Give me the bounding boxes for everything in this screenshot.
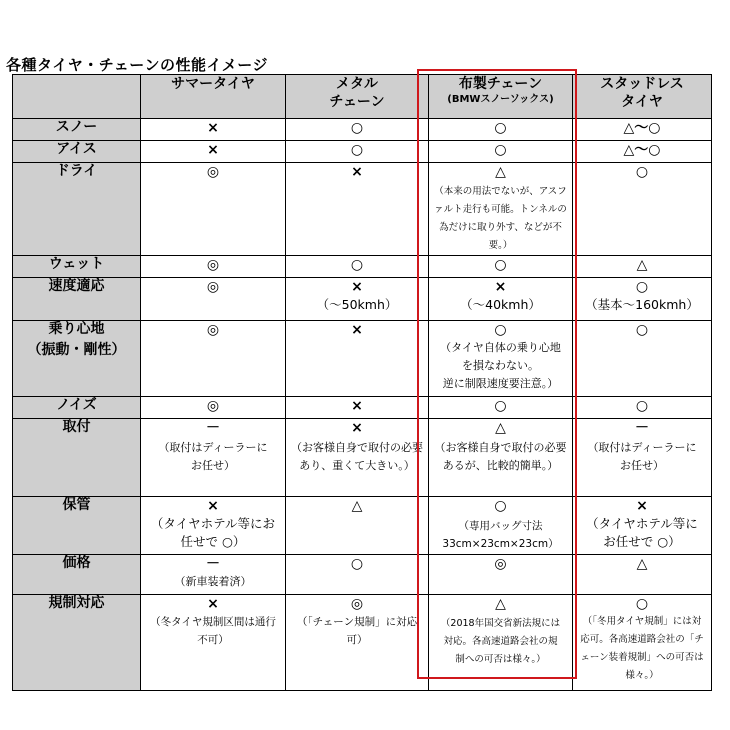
rating-symbol: △: [351, 498, 363, 514]
rating-symbol: ×: [207, 498, 219, 514]
row-label: [13, 321, 141, 397]
table-cell: [429, 497, 573, 555]
rating-symbol: ×: [207, 596, 219, 612]
table-cell: [141, 119, 286, 141]
cell-note: （本来の用法でないが、アスファルト走行も可能。トンネルの為だけに取り外す、などが不要。）: [434, 186, 567, 251]
rating-symbol: ◎: [206, 279, 220, 295]
table-cell: [141, 321, 286, 397]
rating-symbol: ○: [350, 120, 364, 136]
cell-note: （「冬用タイヤ規制」には対応可。各高速道路会社の「チェーン装着規制」への可否は様々。）: [580, 616, 704, 681]
column-header-summer-tire: [141, 75, 286, 119]
table-cell: [429, 256, 573, 278]
table-cell: [286, 397, 429, 419]
rating-symbol: ◎: [206, 322, 220, 338]
rating-symbol: ◎: [494, 556, 507, 572]
table-row: [13, 163, 712, 256]
cell-note: （～50kmh）: [316, 297, 398, 312]
rating-symbol: ×: [351, 322, 363, 338]
column-header-sublabel: (BMWスノーソックス): [447, 94, 554, 105]
rating-symbol: ○: [494, 120, 507, 136]
rating-symbol: ○: [635, 279, 649, 295]
column-header-metal-chain: [286, 75, 429, 119]
row-label: 価格: [13, 555, 141, 595]
row-label: ウェット: [13, 256, 141, 278]
page-title: 各種タイヤ・チェーンの性能イメージ: [6, 56, 269, 74]
row-label: ドライ: [13, 163, 141, 256]
rating-symbol: ×: [207, 120, 219, 136]
table-cell: [286, 256, 429, 278]
table-row: [13, 119, 712, 141]
table-cell: [286, 141, 429, 163]
rating-symbol: ×: [494, 279, 507, 295]
column-header-fabric-chain: [429, 75, 573, 119]
rating-symbol: －: [635, 420, 649, 436]
table-cell: [429, 141, 573, 163]
row-label: 規制対応: [13, 595, 141, 691]
table-cell: [429, 119, 573, 141]
row-label-line2: （振動・剛性）: [27, 342, 126, 358]
table-cell: [573, 419, 712, 497]
rating-symbol: △: [636, 556, 648, 572]
cell-note: （タイヤホテル等にお任せで ○）: [586, 516, 698, 549]
column-header-label: 布製チェーン: [458, 76, 543, 92]
row-label: 取付: [13, 419, 141, 497]
rating-symbol: △: [636, 257, 648, 273]
rating-symbol: ○: [635, 596, 649, 612]
rating-symbol: ×: [351, 164, 363, 180]
rating-symbol: ◎: [350, 596, 364, 612]
header-row: [13, 75, 712, 119]
comparison-table: [12, 74, 712, 691]
table-cell: [429, 419, 573, 497]
rating-symbol: ×: [351, 279, 363, 295]
table-cell: [286, 419, 429, 497]
cell-note: （お客様自身で取付の必要あるが、比較的簡単。）: [434, 441, 567, 472]
column-header-label: サマータイヤ: [171, 76, 255, 92]
table-cell: [429, 595, 573, 691]
rating-symbol: ○: [635, 164, 649, 180]
rating-symbol: ○: [494, 322, 507, 338]
rating-symbol: △: [495, 164, 506, 180]
table-cell: [573, 555, 712, 595]
table-cell: [141, 397, 286, 419]
table-row: [13, 595, 712, 691]
table-row: [13, 256, 712, 278]
table-cell: [286, 497, 429, 555]
row-label: 保管: [13, 497, 141, 555]
table-cell: [141, 595, 286, 691]
corner-cell: [13, 75, 141, 119]
rating-symbol: －: [206, 556, 220, 572]
table-cell: [141, 256, 286, 278]
cell-note: （2018年国交省新法規には対応。各高速道路会社の規制への可否は様々。）: [440, 618, 561, 665]
table-cell: [141, 555, 286, 595]
table-cell: [286, 278, 429, 321]
table-cell: [286, 119, 429, 141]
table-cell: [429, 555, 573, 595]
table-cell: [141, 163, 286, 256]
table-row: [13, 278, 712, 321]
cell-note-line3: 逆に制限速度要注意。）: [442, 377, 559, 390]
rating-symbol: ×: [636, 498, 648, 514]
table-cell: [573, 397, 712, 419]
table-cell: [141, 419, 286, 497]
rating-symbol: ×: [207, 142, 219, 158]
cell-note: （「チェーン規制」に対応可）: [296, 616, 418, 646]
rating-symbol: △: [495, 420, 506, 436]
rating-symbol: －: [206, 420, 220, 436]
table-cell: [573, 278, 712, 321]
cell-note: （専用バッグ寸法 33cm×23cm×23cm）: [442, 520, 559, 550]
rating-symbol: ○: [350, 556, 364, 572]
cell-note: （お客様自身で取付の必要あり、重くて大きい。）: [291, 441, 423, 472]
rating-symbol: △～○: [623, 120, 661, 136]
rating-symbol: ○: [494, 398, 507, 414]
table-row: [13, 397, 712, 419]
rating-symbol: ○: [635, 398, 649, 414]
table-row: [13, 497, 712, 555]
table-cell: [286, 555, 429, 595]
rating-symbol: ×: [351, 398, 363, 414]
table-cell: [573, 595, 712, 691]
table-cell: [573, 256, 712, 278]
table-cell: [286, 321, 429, 397]
rating-symbol: ◎: [206, 398, 220, 414]
rating-symbol: ○: [635, 322, 649, 338]
rating-symbol: ×: [351, 420, 363, 436]
cell-note: （～40kmh）: [460, 297, 541, 312]
cell-note: （取付はディーラーにお任せ）: [158, 441, 268, 472]
table-cell: [141, 497, 286, 555]
column-header-studless-tire: [573, 75, 712, 119]
cell-note: （取付はディーラーにお任せ）: [587, 441, 697, 472]
row-label-line1: 乗り心地: [48, 321, 105, 337]
table-cell: [573, 321, 712, 397]
rating-symbol: ○: [494, 498, 507, 514]
table-cell: [429, 397, 573, 419]
column-header-label-line2: タイヤ: [621, 94, 663, 110]
table-row: [13, 555, 712, 595]
cell-note-line2: を損なわない。: [462, 359, 539, 372]
column-header-label-line1: スタッドレス: [600, 76, 684, 92]
table-cell: [429, 163, 573, 256]
table-cell: [429, 321, 573, 397]
row-label: 速度適応: [13, 278, 141, 321]
table-cell: [141, 278, 286, 321]
rating-symbol: △: [495, 596, 506, 612]
table-cell: [573, 497, 712, 555]
rating-symbol: ○: [494, 142, 507, 158]
cell-note: （冬タイヤ規制区間は通行不可）: [150, 616, 276, 646]
table-cell: [573, 163, 712, 256]
column-header-label-line1: メタル: [336, 76, 378, 92]
row-label: ノイズ: [13, 397, 141, 419]
table-row: [13, 321, 712, 397]
row-label: アイス: [13, 141, 141, 163]
rating-symbol: ◎: [206, 257, 220, 273]
rating-symbol: △～○: [623, 142, 661, 158]
cell-note: （タイヤホテル等にお任せで ○）: [150, 516, 276, 549]
rating-symbol: ○: [350, 142, 364, 158]
cell-note-line1: （タイヤ自体の乗り心地: [440, 341, 561, 354]
table-cell: [429, 278, 573, 321]
table-cell: [573, 141, 712, 163]
cell-note: （新車装着済）: [174, 575, 252, 588]
table-cell: [141, 141, 286, 163]
table-cell: [573, 119, 712, 141]
table-row: [13, 419, 712, 497]
row-label: スノー: [13, 119, 141, 141]
table-cell: [286, 163, 429, 256]
rating-symbol: ○: [494, 257, 507, 273]
column-header-label-line2: チェーン: [329, 94, 385, 110]
table-row: [13, 141, 712, 163]
cell-note: （基本～160kmh）: [585, 297, 699, 312]
table-cell: [286, 595, 429, 691]
rating-symbol: ◎: [206, 164, 220, 180]
rating-symbol: ○: [350, 257, 364, 273]
